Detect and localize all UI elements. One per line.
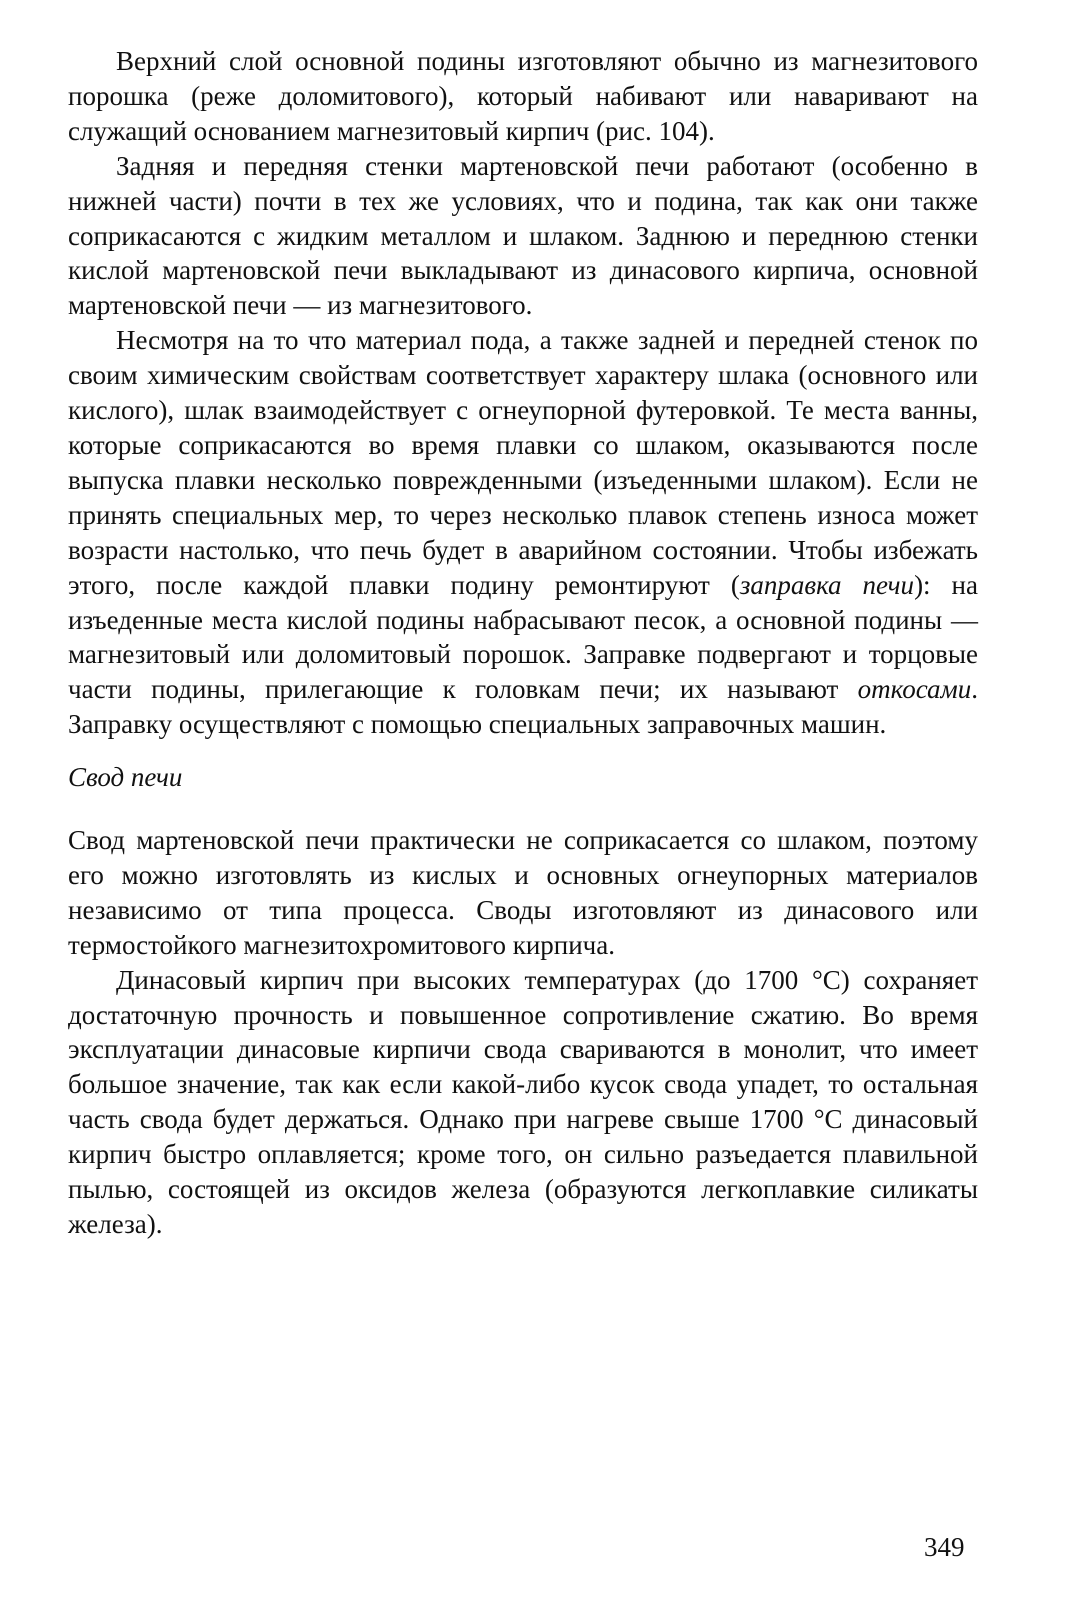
paragraph-5: Динасовый кирпич при высоких температурах (до 1700 °С) сохраняет достаточную прочность и повышенное сопротивление сжатию. Во время эксплуатации динасовые кирпичи свода свариваются в монолит, что имеет большое значение, так как если какой-либо кусок свода упадет, то остальная часть свода будет держаться. Однако при нагреве свыше 1700 °С динасовый кирпич быстро оплавляется; кроме того, он сильно разъедается плавильной пылью, состоящей из оксидов железа (образуются легкоплавкие силикаты железа). bbox=[68, 964, 978, 1239]
paragraph-3 bbox=[68, 323, 978, 742]
paragraph-1: Верхний слой основной подины изготовляют обычно из магнезитового порошка (реже доломитового), который набивают или наваривают на служащий основанием магнезитовый кирпич (рис. 104). bbox=[68, 46, 978, 146]
term-otkosy: откосами bbox=[857, 674, 972, 705]
paragraph-4: Свод мартеновской печи практически не соприкасается со шлаком, поэтому его можно изготовлять из кислых и основных огнеупорных материалов независимо от типа процесса. Своды изготовляют из динасового или термостойкого магнезитохромитового кирпича. bbox=[68, 825, 978, 960]
paragraph-3-text-c: . Заправку осуществляют с помощью специальных заправочных машин. bbox=[68, 674, 978, 740]
section-heading: Свод печи bbox=[68, 762, 183, 793]
paragraph-2: Задняя и передняя стенки мартеновской печи работают (особенно в нижней части) почти в тех же условиях, что и подина, так как они также соприкасаются с жидким металлом и шлаком. Заднюю и переднюю стенки кислой мартеновской печи выкладывают из динасового кирпича, основной мартеновской печи — из магнезитового. bbox=[68, 150, 978, 321]
paragraph-3-text-a: Несмотря на то что материал пода, а также задней и передней стенок по своим химическим свойствам соответствует характеру шлака (основного или кислого), шлак взаимодействует с огнеупорной футеровкой. Те места ванны, которые соприкасаются во время плавки со шлаком, оказываются после выпуска плавки несколько поврежденными (изъеденными шлаком). Если не принять специальных мер, то через несколько плавок степень износа может возрасти настолько, что печь будет в аварийном состоянии. Чтобы избежать этого, после каждой плавки подину ремонтируют ( bbox=[68, 325, 978, 600]
paragraph-3-text-b: ): на изъеденные места кислой подины набрасывают песок, а основной подины — магнезитовый или доломитовый порошок. Заправке подвергают и торцовые части подины, прилегающие к головкам печи; их называют bbox=[68, 569, 978, 705]
page-body bbox=[68, 44, 978, 1242]
term-zapravka: заправка печи bbox=[739, 569, 915, 600]
page-number: 349 bbox=[924, 1532, 965, 1562]
